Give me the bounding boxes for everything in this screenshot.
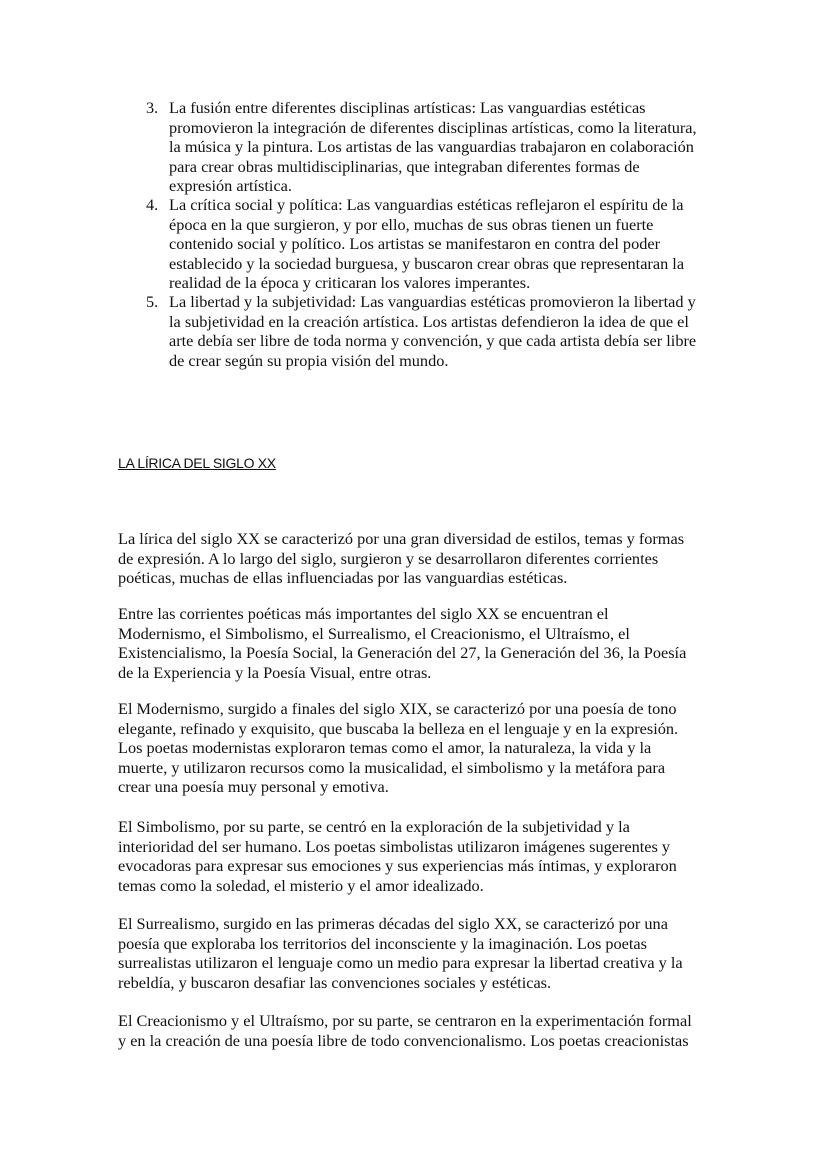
paragraph-line: crear una poesía muy personal y emotiva. (118, 777, 389, 796)
list-item-number: 3. (146, 98, 159, 117)
paragraph-line: Los poetas modernistas exploraron temas como el amor, la naturaleza, la vida y la (118, 738, 652, 757)
paragraph-line: elegante, refinado y exquisito, que buscaba la belleza en el lenguaje y en la expresión. (118, 718, 679, 738)
section-heading: LA LÍRICA DEL SIGLO XX (118, 455, 276, 471)
paragraph-line: poéticas, muchas de ellas influenciadas por las vanguardias estéticas. (118, 568, 568, 587)
paragraph-line: interioridad del ser humano. Los poetas simbolistas utilizaron imágenes sugerentes y (118, 836, 671, 856)
list-item-line: para crear obras multidisciplinarias, que integraban diferentes formas de (169, 156, 640, 176)
list-item-line: La libertad y la subjetividad: Las vanguardias estéticas promovieron la libertad y (169, 292, 696, 311)
paragraph-line: Modernismo, el Simbolismo, el Surrealismo, el Creacionismo, el Ultraísmo, el (118, 623, 630, 643)
paragraph-line: El Creacionismo y el Ultraísmo, por su parte, se centraron en la experimentación formal (118, 1011, 692, 1030)
list-item-line: expresión artística. (169, 176, 292, 195)
list-item-number: 5. (146, 292, 159, 311)
list-item-number: 4. (146, 195, 159, 214)
paragraph-line: poesía que exploraba los territorios del inconsciente y la imaginación. Los poetas (118, 933, 647, 953)
list-item-line: realidad de la época y criticaran los valores imperantes. (169, 273, 531, 292)
paragraph-line: temas como la soledad, el misterio y el amor idealizado. (118, 875, 484, 895)
paragraph-line: La lírica del siglo XX se caracterizó por una gran diversidad de estilos, temas y formas (118, 529, 685, 548)
list-item-line: promovieron la integración de diferentes disciplinas artísticas, como la literatura, (169, 117, 697, 137)
list-item-line: La crítica social y política: Las vanguardias estéticas reflejaron el espíritu de la (169, 195, 684, 214)
list-item-line: de crear según su propia visión del mundo. (169, 350, 449, 370)
list-item-line: la música y la pintura. Los artistas de las vanguardias trabajaron en colaboración (169, 137, 694, 156)
paragraph-line: El Simbolismo, por su parte, se centró en la exploración de la subjetividad y la (118, 817, 630, 836)
paragraph-line: El Surrealismo, surgido en las primeras décadas del siglo XX, se caracterizó por una (118, 914, 668, 933)
paragraph-line: evocadoras para expresar sus emociones y sus experiencias más íntimas, y exploraron (118, 856, 677, 875)
list-item-line: La fusión entre diferentes disciplinas artísticas: Las vanguardias estéticas (169, 98, 646, 117)
list-item-line: contenido social y político. Los artistas se manifestaron en contra del poder (169, 234, 661, 253)
paragraph-line: de expresión. A lo largo del siglo, surgieron y se desarrollaron diferentes corrientes (118, 548, 659, 568)
list-item-line: la subjetividad en la creación artística. Los artistas defendieron la idea de que el (169, 311, 689, 331)
paragraph-line: Entre las corrientes poéticas más importantes del siglo XX se encuentran el (118, 604, 609, 623)
paragraph-line: muerte, y utilizaron recursos como la musicalidad, el simbolismo y la metáfora para (118, 757, 666, 777)
list-item-line: época en la que surgieron, y por ello, muchas de sus obras tienen un fuerte (169, 214, 654, 234)
list-item-line: arte debía ser libre de toda norma y convención, y que cada artista debía ser libre (169, 331, 697, 350)
paragraph-line: rebeldía, y buscaron desafiar las convenciones sociales y estéticas. (118, 972, 552, 992)
paragraph-line: de la Experiencia y la Poesía Visual, entre otras. (118, 662, 432, 682)
paragraph-line: surrealistas utilizaron el lenguaje como un medio para expresar la libertad creativa y la (118, 953, 683, 972)
paragraph-line: y en la creación de una poesía libre de todo convencionalismo. Los poetas creacionistas (118, 1030, 689, 1050)
list-item-line: establecido y la sociedad burguesa, y buscaron crear obras que representaran la (169, 253, 685, 273)
paragraph-line: El Modernismo, surgido a finales del siglo XIX, se caracterizó por una poesía de tono (118, 699, 677, 718)
paragraph-line: Existencialismo, la Poesía Social, la Generación del 27, la Generación del 36, la Poesía (118, 643, 687, 662)
